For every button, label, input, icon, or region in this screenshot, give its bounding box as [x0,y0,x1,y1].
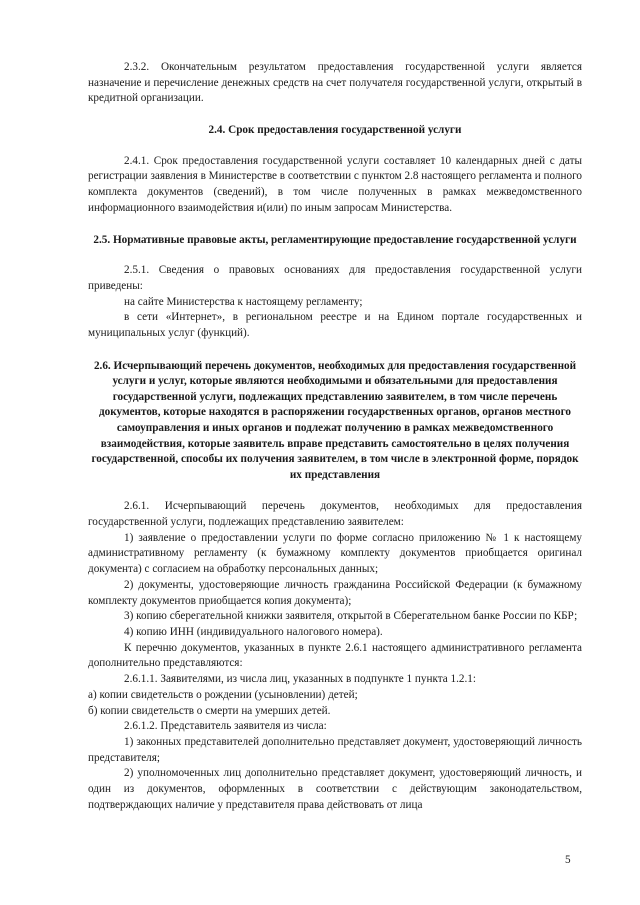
list-item-2-6-1-3: 3) копию сберегательной книжки заявителя, открытой в Сберегательном банке России по КБР; [124,610,578,623]
list-item-2-6-1-1: 1) заявление о предоставлении услуги по форме согласно приложению № 1 к настоящему административному регламенту (к бумажному комплекту документов приобщается оригинал документа) с согласием на обработку персональных данных; [88,531,582,576]
paragraph-2-6-1-2: 2.6.1.2. Представитель заявителя из числа: [124,720,327,733]
paragraph-2-6-1-1: 2.6.1.1. Заявителями, из числа лиц, указанных в подпункте 1 пункта 1.2.1: [124,673,477,686]
list-item-2-6-1-2: 2) документы, удостоверяющие личность гражданина Российской Федерации (к бумажному комплекту документов приобщается копия документа); [88,578,582,607]
heading-2-6: 2.6. Исчерпывающий перечень документов, необходимых для предоставления государственной услуги и услуг, которые являются необходимыми и обязательными для предоставления государственной услуги, подлежащих представлению заявителем, в том числе перечень документов, которые находятся в распоряжении государственных органов, органов местного самоуправления и иных органов и подлежат получению в рамках межведомственного взаимодействия, которые заявитель вправе представить самостоятельно в целях получения государственной, способы их получения заявителем, в том числе в электронной форме, порядок их представления [91,359,579,481]
paragraph-2-3-2: 2.3.2. Окончательным результатом предоставления государственной услуги является назначение и перечисление денежных средств на счет получателя государственной услуги, открытый в кредитной организации. [88,61,582,105]
heading-2-5: 2.5. Нормативные правовые акты, регламентирующие предоставление государственной услуги [93,233,577,246]
list-item-2-6-1-1-b: б) копии свидетельств о смерти на умерших детей. [88,704,331,717]
paragraph-2-6-1-additional: К перечню документов, указанных в пункте 2.6.1 настоящего административного регламента дополнительно представляются: [88,641,582,670]
document-page [88,60,582,813]
paragraph-2-6-1: 2.6.1. Исчерпывающий перечень документов, необходимых для предоставления государственной услуги, подлежащих представлению заявителем: [88,500,582,529]
list-item-2-6-1-1-a: а) копии свидетельств о рождении (усыновлении) детей; [88,688,358,701]
paragraph-2-5-1-a: на сайте Министерства к настоящему регламенту; [124,295,363,308]
list-item-2-6-1-2-1: 1) законных представителей дополнительно представляет документ, удостоверяющий личность представителя; [88,735,582,764]
page-number: 5 [565,854,571,866]
paragraph-2-5-1: 2.5.1. Сведения о правовых основаниях для предоставления государственной услуги приведены: [88,264,582,292]
list-item-2-6-1-4: 4) копию ИНН (индивидуального налогового номера). [124,626,383,638]
list-item-2-6-1-2-2: 2) уполномоченных лиц дополнительно представляет документ, удостоверяющий личность, и один из документов, оформленных в соответствии с действующим законодательством, подтверждающих наличие у представителя права действовать от лица [88,767,582,811]
paragraph-2-5-1-b: в сети «Интернет», в региональном реестре и на Едином портале государственных и муниципальных услуг (функций). [88,311,582,339]
paragraph-2-4-1: 2.4.1. Срок предоставления государственной услуги составляет 10 календарных дней с даты регистрации заявления в Министерстве в соответствии с пунктом 2.8 настоящего регламента и полного комплекта документов (сведений), в том числе полученных в рамках межведомственного информационного взаимодействия и(или) по иным запросам Министерства. [88,154,582,214]
heading-2-4: 2.4. Срок предоставления государственной услуги [208,124,462,137]
